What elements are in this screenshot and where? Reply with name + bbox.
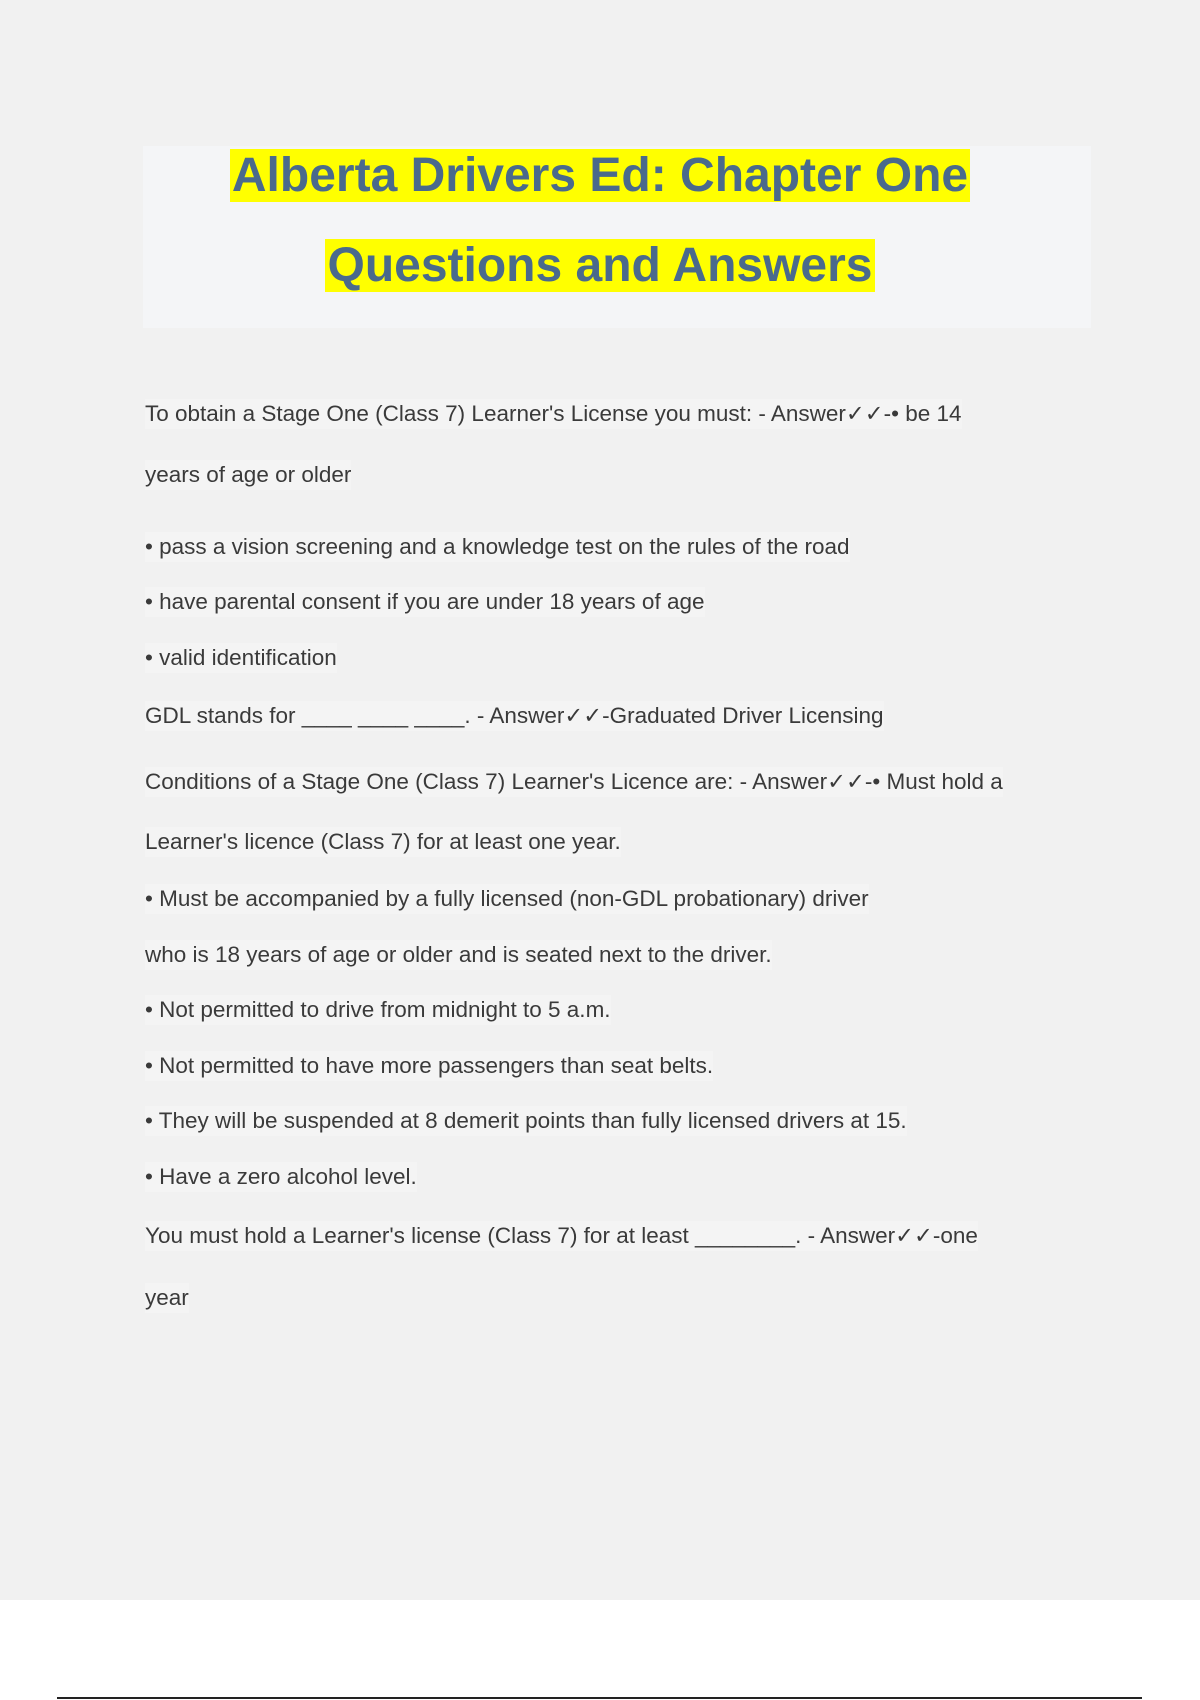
answer-3-bullet-5: • Have a zero alcohol level. — [145, 1162, 417, 1192]
answer-3-bullet-3: • Not permitted to have more passengers than seat belts. — [145, 1051, 713, 1081]
answer-3-bullet-1: • Must be accompanied by a fully licensed (non-GDL probationary) driver — [145, 884, 869, 914]
question-4-line-1: You must hold a Learner's license (Class 7) for at least ________. - Answer✓✓-one — [145, 1221, 978, 1251]
answer-1-bullet-1: • pass a vision screening and a knowledge test on the rules of the road — [145, 532, 850, 562]
question-1-line-1: To obtain a Stage One (Class 7) Learner's License you must: - Answer✓✓-• be 14 — [145, 399, 962, 429]
question-3-line-2: Learner's licence (Class 7) for at least one year. — [145, 827, 621, 857]
answer-3-bullet-2: • Not permitted to drive from midnight to 5 a.m. — [145, 995, 611, 1025]
answer-3-bullet-1-cont: who is 18 years of age or older and is seated next to the driver. — [145, 940, 772, 970]
question-1-line-2: years of age or older — [145, 460, 351, 490]
answer-3-bullet-4: • They will be suspended at 8 demerit points than fully licensed drivers at 15. — [145, 1106, 907, 1136]
document-title-line-1 — [0, 148, 1200, 204]
answer-1-bullet-3: • valid identification — [145, 643, 337, 673]
document-title-line-2 — [0, 238, 1200, 294]
footer-divider — [57, 1697, 1142, 1699]
answer-1-bullet-2: • have parental consent if you are under 18 years of age — [145, 587, 705, 617]
title-highlight-1: Alberta Drivers Ed: Chapter One — [231, 149, 969, 202]
title-highlight-2: Questions and Answers — [327, 239, 873, 292]
question-3-line-1: Conditions of a Stage One (Class 7) Learner's Licence are: - Answer✓✓-• Must hold a — [145, 767, 1003, 797]
question-2-line-1: GDL stands for ____ ____ ____. - Answer✓✓-Graduated Driver Licensing — [145, 701, 884, 731]
question-4-line-2: year — [145, 1283, 189, 1313]
